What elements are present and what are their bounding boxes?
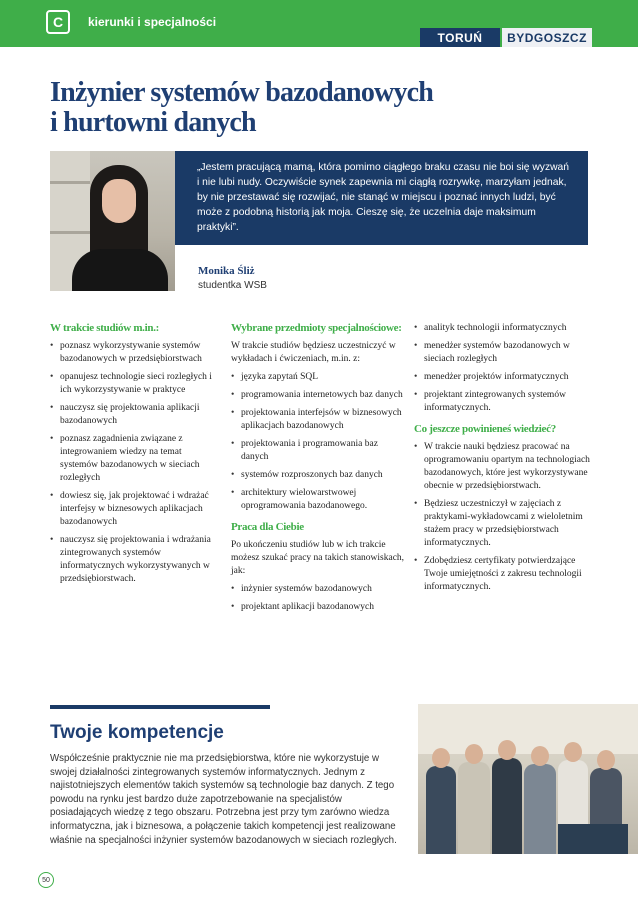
list-item: • systemów rozproszonych baz danych [231,469,406,482]
subjects-heading: Wybrane przedmioty specjalnościowe: [231,322,402,334]
student-quote: „Jestem pracującą mamą, która pomimo ciągłego braku czasu nie boi się wyzwań i nie lubi nudy. Oczywiście synek zapewnia mi ciągłą rozrywkę, marzyłam jednak, by nie przestawać się rozwijać, nie stanąć w miejscu i poznać innych ludzi, być może z podobną historią jak moja. Cieszę się, że uczelnia daje maksimum praktyki”. [175,151,588,245]
page-title-line-1: Inżynier systemów bazodanowych [50,77,434,108]
more-list [414,441,592,594]
competencies-text: Współcześnie praktycznie nie ma przedsiębiorstwa, które nie wykorzystuje w swojej działalności zintegrowanych systemów informatycznych. Jednym z najistotniejszych elementów takich systemów są technologie baz danych. Z tego powodu na rynku jest bardzo duże zapotrzebowanie na specjalistów posiadających wiedzę z tego obszaru. Potrzebna jest przy tym zarówno wiedza informatyczna, jak i biznesowa, a połączenie takich kompetencji jest realizowane właśnie na specjalności inżynier systemów bazodanowych w sieciach rozległych. [50,753,397,846]
list-item: • projektant aplikacji bazodanowych [231,601,406,614]
list-item: • nauczysz się projektowania aplikacji bazodanowych [50,402,220,428]
column-subjects [231,322,406,619]
column-more [414,322,592,599]
subjects-intro: W trakcie studiów będziesz uczestniczyć w wykładach i ćwiczeniach, m.in. z: [231,341,396,364]
section-divider [50,705,270,709]
more-heading: Co jeszcze powinieneś wiedzieć? [414,423,556,435]
list-item: • menedżer projektów informatycznych [414,371,592,384]
subjects-list [231,371,406,513]
list-item: • W trakcie nauki będziesz pracować na oprogramowaniu opartym na technologiach bazodanowych, które jest wykorzystywane obecnie w przedsiębiorstwach. [414,441,592,493]
studies-list [50,340,220,586]
quote-author-role: studentka WSB [198,280,267,291]
list-item: • nauczysz się projektowania i wdrażania zintegrowanych systemów informatycznych wykorzystywanych w przedsiębiorstwach. [50,534,220,586]
competencies-title: Twoje kompetencje [50,722,224,743]
column-studies [50,322,220,591]
list-item: • menedżer systemów bazodanowych w sieciach rozległych [414,340,592,366]
tab-bydgoszcz[interactable]: BYDGOSZCZ [502,28,592,47]
list-item: • języka zapytań SQL [231,371,406,384]
student-photo [50,151,175,291]
section-letter-badge: C [46,10,70,34]
list-item: • Będziesz uczestniczył w zajęciach z praktykami-wykładowcami z wieloletnim stażem pracy w przedsiębiorstwach informatycznych. [414,498,592,550]
list-item: • poznasz zagadnienia związane z integrowaniem wiedzy na temat systemów bazodanowych w sieciach rozległych [50,433,220,485]
section-label: kierunki i specjalności [88,15,217,29]
list-item: • projektant zintegrowanych systemów informatycznych. [414,389,592,415]
list-item: • opanujesz technologie sieci rozległych i ich wykorzystywanie w praktyce [50,371,220,397]
job-intro: Po ukończeniu studiów lub w ich trakcie możesz szukać pracy na takich stanowiskach, jak: [231,540,405,576]
list-item: • Zdobędziesz certyfikaty potwierdzające Twoje umiejętności z zakresu technologii informatycznych. [414,555,592,594]
studies-heading: W trakcie studiów m.in.: [50,322,160,334]
list-item: • dowiesz się, jak projektować i wdrażać interfejsy w biznesowych aplikacjach bazodanowych [50,490,220,529]
list-item: • programowania internetowych baz danych [231,389,406,402]
list-item: • poznasz wykorzystywanie systemów bazodanowych w przedsiębiorstwach [50,340,220,366]
page-number: 50 [38,872,54,888]
list-item: • inżynier systemów bazodanowych [231,583,406,596]
job-list-continued [414,322,592,415]
job-list [231,583,406,614]
page-title [50,78,570,138]
classroom-photo [418,704,638,854]
list-item: • projektowania i programowania baz danych [231,438,406,464]
quote-author-name: Monika Śliż [198,265,255,277]
list-item: • analityk technologii informatycznych [414,322,592,335]
job-heading: Praca dla Ciebie [231,521,304,533]
tab-torun[interactable]: TORUŃ [420,28,500,47]
page-title-line-2: i hurtowni danych [50,107,256,138]
list-item: • architektury wielowarstwowej oprogramowania bazodanowego. [231,487,406,513]
list-item: • projektowania interfejsów w biznesowych aplikacjach bazodanowych [231,407,406,433]
